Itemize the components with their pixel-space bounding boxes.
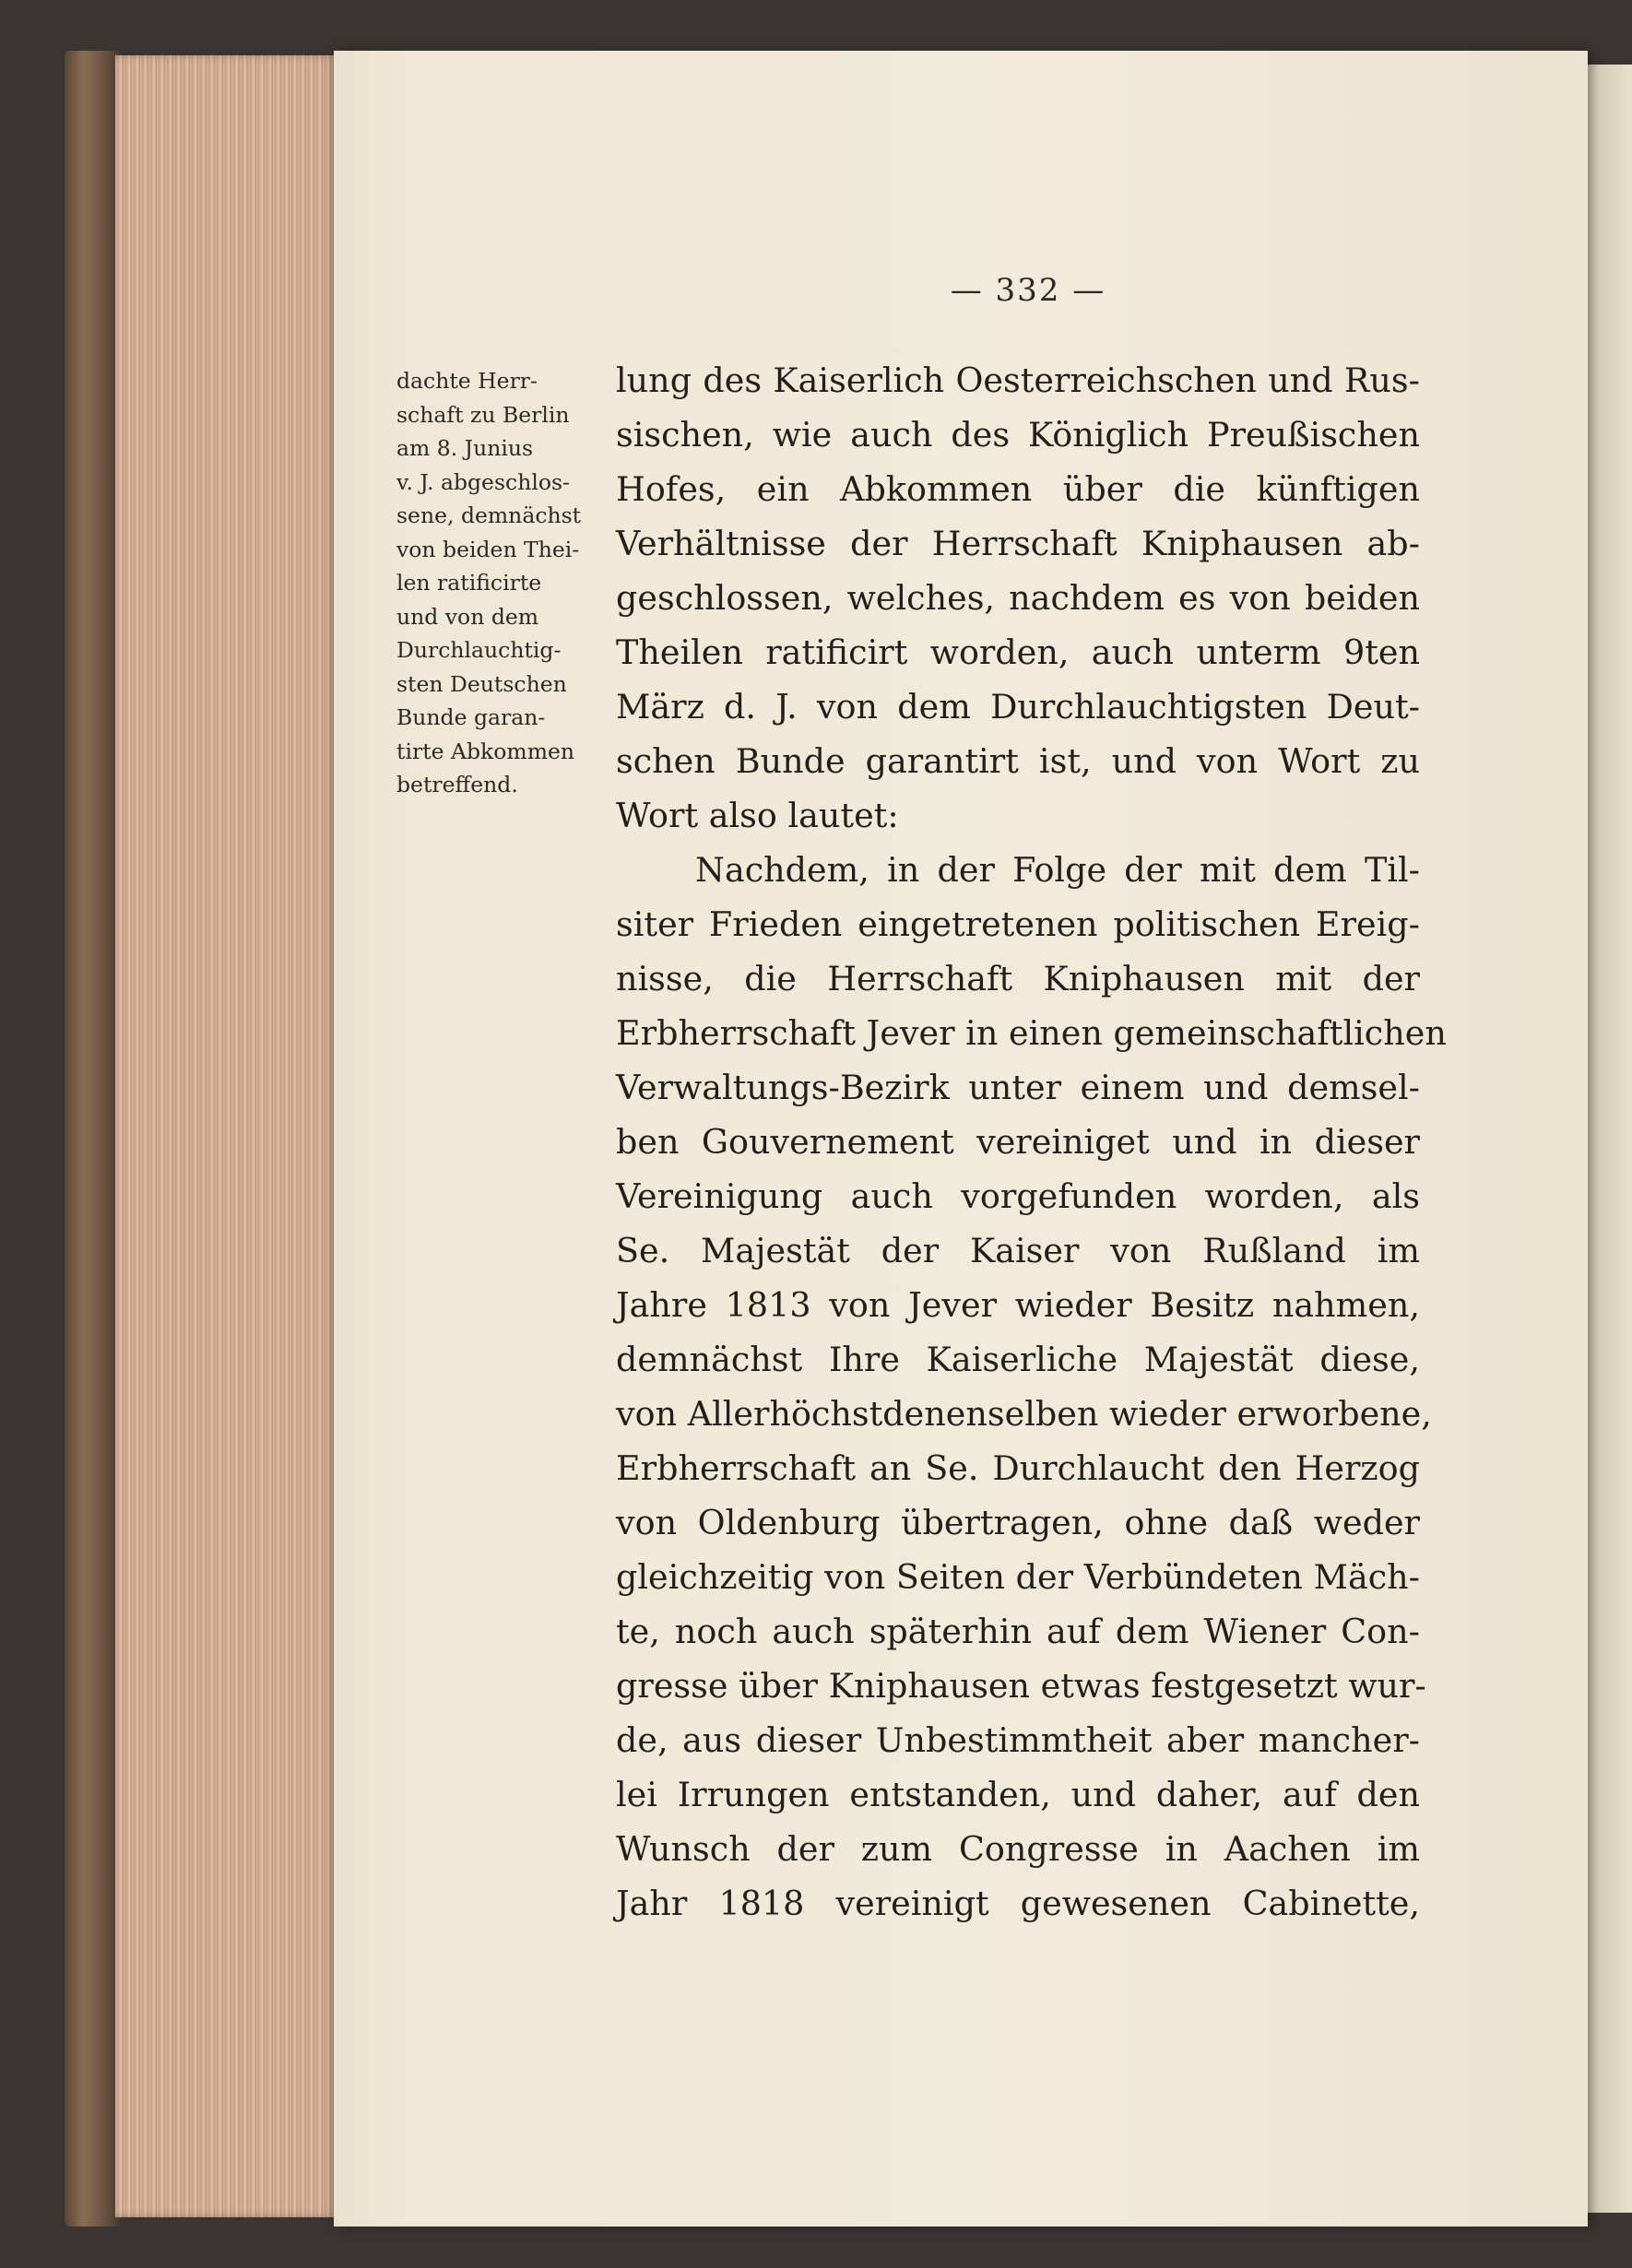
paragraph-first-line: Nachdem, in der Folge der mit dem Til- [695,850,1420,890]
text-line: sischen, wie auch des Königlich Preußischen [616,415,1420,455]
text-line: schen Bunde garantirt ist, und von Wort zu [616,741,1420,781]
facing-page-edge [1588,65,1632,2213]
text-line: Erbherrschaft an Se. Durchlaucht den Herzog [616,1448,1420,1488]
text-line: Jahr 1818 vereinigt gewesenen Cabinette, [616,1884,1420,1923]
text-line: siter Frieden eingetretenen politischen Ereig- [616,904,1420,944]
text-line: geschlossen, welches, nachdem es von beiden [616,578,1420,618]
book-cover-edge [65,51,120,2227]
text-line: Vereinigung auch vorgefunden worden, als [616,1176,1420,1216]
margin-note-line: am 8. Junius [396,435,534,461]
margin-note-line: len ratificirte [396,570,542,596]
text-line: Wort also lautet: [616,796,899,835]
text-line: gleichzeitig von Seiten der Verbündeten Mäch- [616,1557,1420,1597]
margin-note-line: tirte Abkommen [396,738,575,764]
text-line: von Oldenburg übertragen, ohne daß weder [616,1503,1420,1542]
text-line: te, noch auch späterhin auf dem Wiener Con- [616,1612,1420,1651]
text-line: von Allerhöchstdenenselben wieder erworbene, [616,1394,1432,1434]
text-line: lung des Kaiserlich Oesterreichschen und Rus- [616,360,1420,400]
margin-note-line: von beiden Thei- [396,536,580,562]
text-line: März d. J. von dem Durchlauchtigsten Deut- [616,687,1420,726]
text-line: Theilen ratificirt worden, auch unterm 9ten [616,632,1420,672]
text-line: Wunsch der zum Congresse in Aachen im [616,1829,1420,1869]
margin-note [396,364,604,802]
text-line: Jahre 1813 von Jever wieder Besitz nahmen, [616,1285,1420,1325]
margin-note-line: v. J. abgeschlos- [396,468,570,495]
margin-note-line: Bunde garan- [396,704,546,730]
margin-note-line: dachte Herr- [396,368,538,394]
text-line: lei Irrungen entstanden, und daher, auf den [616,1775,1420,1814]
text-line: Hofes, ein Abkommen über die künftigen [616,469,1420,509]
page-number: — 332 — [950,272,1106,309]
margin-note-line: schaft zu Berlin [396,401,570,428]
text-line: gresse über Kniphausen etwas festgesetzt wur- [616,1666,1426,1706]
page-stack-edge [115,55,337,2217]
margin-note-line: Durchlauchtig- [396,637,562,663]
margin-note-line: sten Deutschen [396,670,567,697]
text-line: demnächst Ihre Kaiserliche Majestät diese, [616,1340,1420,1379]
text-line: Verhältnisse der Herrschaft Kniphausen ab- [616,524,1420,563]
text-line: Se. Majestät der Kaiser von Rußland im [616,1231,1420,1270]
margin-note-line: sene, demnächst [396,502,582,528]
body-text [616,353,1447,1931]
text-line: de, aus dieser Unbestimmtheit aber mancher- [616,1720,1420,1760]
margin-note-line: und von dem [396,603,539,630]
margin-note-line: betreffend. [396,772,518,797]
text-line: Erbherrschaft Jever in einen gemeinschaftlichen [616,1013,1447,1053]
text-line: nisse, die Herrschaft Kniphausen mit der [616,959,1420,998]
text-line: Verwaltungs-Bezirk unter einem und demsel- [616,1068,1420,1107]
text-line: ben Gouvernement vereiniget und in dieser [616,1122,1420,1162]
